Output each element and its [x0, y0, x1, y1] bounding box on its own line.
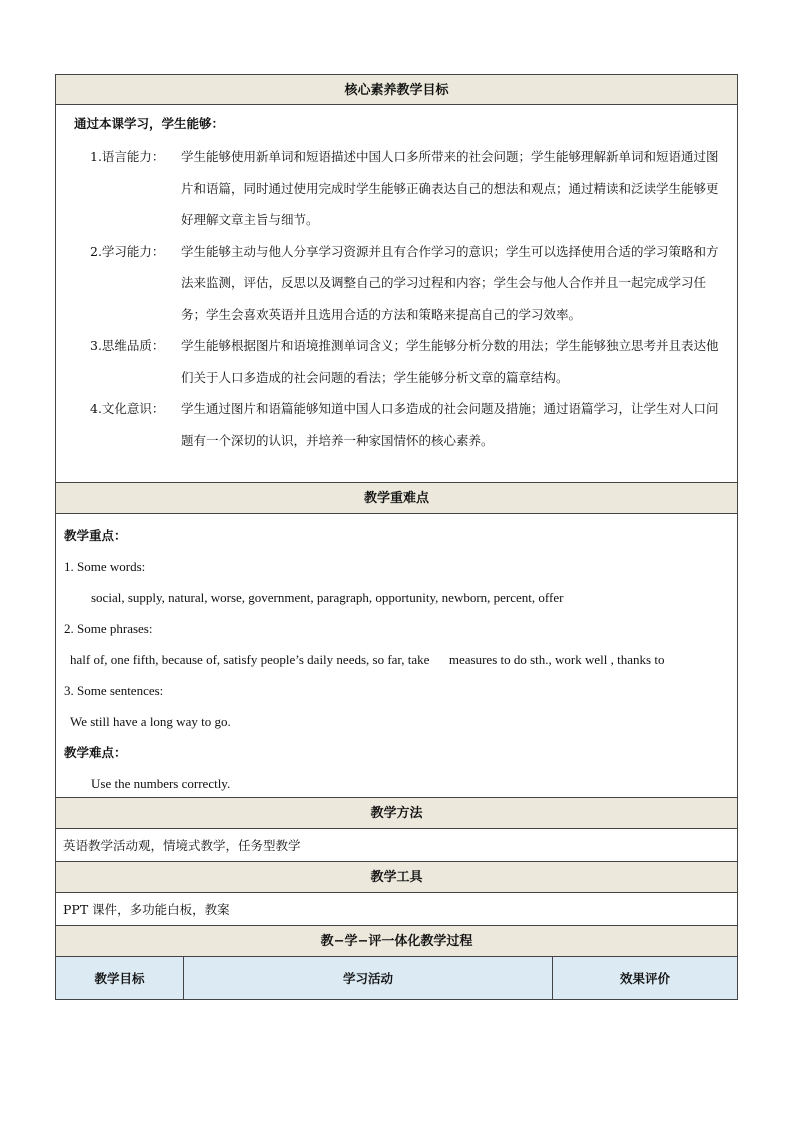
method-header: 教学方法: [55, 798, 738, 829]
goals-body: [55, 105, 738, 483]
column-goal: 教学目标: [56, 957, 184, 999]
goals-header: 核心素养教学目标: [55, 74, 738, 105]
lesson-plan-table: [55, 74, 738, 1000]
goal-item: [90, 393, 729, 456]
phrases-heading: 2. Some phrases:: [64, 621, 153, 636]
goal-text: 学生能够主动与他人分享学习资源并且有合作学习的意识；学生可以选择使用合适的学习策略和方法来监测，评估，反思以及调整自己的学习过程和内容；学生会与他人合作并且一起完成学习任务；学生会喜欢英语并且选用合适的方法和策略来提高自己的学习效率。: [181, 243, 719, 322]
method-content: 英语教学活动观，情境式教学，任务型教学: [55, 829, 738, 862]
sentence-text: We still have a long way to go.: [70, 714, 231, 729]
goal-item: [90, 236, 729, 331]
sentences-heading: 3. Some sentences:: [64, 683, 164, 698]
goal-text: 学生能够使用新单词和短语描述中国人口多所带来的社会问题；学生能够理解新单词和短语通过图片和语篇，同时通过使用完成时学生能够正确表达自己的想法和观点；通过精读和泛读学生能够更好理解文章主旨与细节。: [181, 149, 719, 227]
phrases-list: half of, one fifth, because of, satisfy people’s daily needs, so far, take measures to do sth., work well , thanks to: [70, 652, 665, 667]
tools-content: PPT 课件，多功能白板，教案: [55, 893, 738, 926]
process-header: 教−学−评一体化教学过程: [55, 926, 738, 957]
words-list: social, supply, natural, worse, government, paragraph, opportunity, newborn, percent, offer: [91, 590, 564, 605]
key-points-header: 教学重难点: [55, 483, 738, 514]
goal-number: 2.学习能力：: [90, 243, 165, 259]
goal-item: [90, 141, 729, 236]
goal-text: 学生通过图片和语篇能够知道中国人口多造成的社会问题及措施；通过语篇学习，让学生对人口问题有一个深切的认识，并培养一种家国情怀的核心素养。: [181, 401, 719, 448]
tools-header: 教学工具: [55, 862, 738, 893]
goal-number: 1.语言能力：: [90, 149, 165, 164]
column-evaluation: 效果评价: [619, 971, 670, 986]
goal-text: 学生能够根据图片和语境推测单词含义；学生能够分析分数的用法；学生能够独立思考并且表达他们关于人口多造成的社会问题的看法；学生能够分析文章的篇章结构。: [181, 338, 719, 385]
goals-intro: 通过本课学习，学生能够：: [74, 116, 225, 131]
key-points-label: 教学重点：: [64, 528, 127, 543]
goal-number: 3.思维品质：: [90, 338, 165, 353]
key-points-body: [55, 514, 738, 798]
process-columns: [55, 957, 738, 1000]
goal-item: [90, 330, 729, 393]
difficulty-label: 教学难点：: [64, 745, 127, 760]
column-activity: 学习活动: [184, 957, 553, 999]
difficulty-text: Use the numbers correctly.: [91, 776, 231, 791]
words-heading: 1. Some words:: [64, 559, 146, 574]
goal-number: 4.文化意识：: [90, 401, 165, 416]
